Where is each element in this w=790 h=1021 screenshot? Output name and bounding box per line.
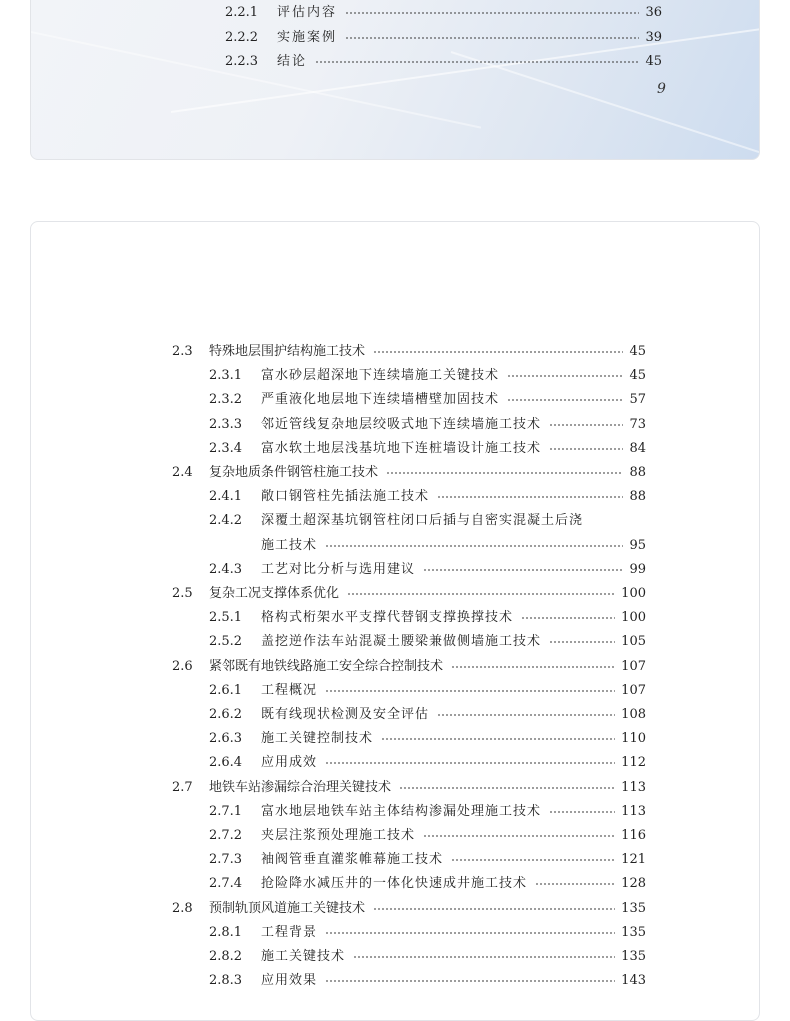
toc-entry-page: 110: [621, 731, 646, 747]
toc-entry[interactable]: [31, 800, 760, 824]
toc-page-card: [30, 221, 760, 1021]
toc-entry-number: 2.2.2: [225, 29, 259, 45]
toc-entry[interactable]: [31, 534, 760, 558]
toc-entry-title: 工艺对比分析与选用建议: [261, 561, 416, 577]
toc-entry-number: 2.3.4: [209, 440, 243, 456]
toc-entry-page: 143: [621, 973, 646, 989]
toc-leader-dots: [437, 714, 615, 716]
toc-entry-title: 应用成效: [261, 755, 318, 771]
toc-entry[interactable]: [31, 872, 760, 896]
toc-leader-dots: [347, 593, 615, 595]
toc-entry-title: 深覆土超深基坑钢管柱闭口后插与自密实混凝土后浇: [261, 513, 584, 529]
toc-entry[interactable]: [31, 606, 760, 630]
toc-entry-page: 135: [621, 900, 646, 916]
toc-entry-page: 99: [629, 561, 646, 577]
previous-page-card: [30, 0, 760, 160]
toc-entry[interactable]: [31, 824, 760, 848]
toc-leader-dots: [325, 762, 615, 764]
toc-entry-number: 2.5.2: [209, 634, 243, 650]
toc-entry-page: 84: [629, 440, 646, 456]
toc-entry-title: 应用效果: [261, 973, 318, 989]
toc-leader-dots: [353, 956, 615, 958]
toc-entry-page: 39: [645, 29, 662, 45]
toc-entry-page: 128: [621, 876, 646, 892]
toc-leader-dots: [345, 12, 639, 14]
toc-entry-title: 夹层注浆预处理施工技术: [261, 828, 416, 843]
toc-leader-dots: [521, 617, 615, 619]
toc-entry-number: 2.7.1: [209, 803, 243, 819]
toc-entry-number: 2.2.3: [225, 54, 259, 69]
toc-entry-page: 107: [621, 682, 646, 698]
toc-entry-page: 45: [645, 54, 662, 69]
toc-entry[interactable]: [31, 485, 760, 509]
toc-entry-page: 113: [621, 779, 646, 795]
toc-entry[interactable]: [31, 388, 760, 412]
toc-leader-dots: [345, 37, 639, 39]
toc-entry-page: 108: [621, 707, 646, 722]
toc-leader-dots: [549, 448, 623, 450]
toc-entry-title: 富水地层地铁车站主体结构渗漏处理施工技术: [261, 803, 542, 819]
toc-entry-number: 2.5: [172, 586, 193, 601]
toc-entry[interactable]: [31, 945, 760, 969]
toc-entry-title: 袖阀管垂直灌浆帷幕施工技术: [261, 852, 444, 868]
toc-entry[interactable]: [31, 897, 760, 921]
toc-entry-title: 复杂工况支撑体系优化: [209, 586, 340, 601]
toc-entry[interactable]: [31, 679, 760, 703]
toc-leader-dots: [423, 835, 615, 837]
toc-leader-dots: [549, 424, 623, 426]
toc-entry-page: 121: [621, 852, 646, 868]
toc-leader-dots: [507, 375, 623, 377]
toc-entry-title: 紧邻既有地铁线路施工安全综合控制技术: [209, 658, 444, 674]
toc-entry-page: 100: [621, 610, 646, 626]
toc-leader-dots: [325, 545, 623, 547]
toc-entry-number: 2.4.3: [209, 561, 243, 577]
toc-entry-number: 2.3.3: [209, 416, 243, 432]
toc-entry-number: 2.3.1: [209, 368, 243, 384]
toc-entry-page: 45: [629, 344, 646, 359]
toc-entry-number: 2.3.2: [209, 392, 243, 408]
toc-entry-number: 2.4.1: [209, 489, 243, 505]
toc-entry-title: 盖挖逆作法车站混凝土腰梁兼做侧墙施工技术: [261, 634, 542, 650]
toc-entry[interactable]: [31, 703, 760, 727]
toc-entry-page: 135: [621, 924, 646, 940]
toc-entry-number: 2.7: [172, 779, 193, 795]
toc-entry-title: 邻近管线复杂地层绞吸式地下连续墙施工技术: [261, 416, 542, 432]
toc-entry-number: 2.3: [172, 344, 193, 359]
toc-entry[interactable]: [31, 655, 760, 679]
toc-leader-dots: [325, 980, 615, 982]
toc-entry-page: 88: [629, 465, 646, 480]
toc-leader-dots: [535, 883, 615, 885]
toc-entry-page: 107: [621, 658, 646, 674]
toc-entry-number: 2.6: [172, 658, 193, 674]
toc-entry-number: 2.2.1: [225, 5, 259, 20]
toc-entry-number: 2.8.1: [209, 924, 243, 940]
toc-entry-number: 2.7.3: [209, 852, 243, 868]
toc-leader-dots: [437, 496, 623, 498]
toc-entry[interactable]: [31, 1, 760, 25]
toc-entry[interactable]: [31, 582, 760, 606]
toc-entry-title: 工程背景: [261, 924, 318, 940]
toc-entry-title: 实施案例: [277, 29, 338, 45]
toc-entry-title: 施工关键技术: [261, 949, 346, 964]
toc-entry-number: 2.5.1: [209, 610, 243, 626]
toc-entry[interactable]: [31, 558, 760, 582]
toc-leader-dots: [549, 641, 615, 643]
toc-entry-title: 特殊地层围护结构施工技术: [209, 344, 366, 359]
toc-entry-title: 富水软土地层浅基坑地下连桩墙设计施工技术: [261, 440, 542, 456]
toc-entry-title: 评估内容: [277, 5, 338, 20]
toc-entry-page: 116: [621, 828, 646, 843]
toc-entry-number: 2.8: [172, 900, 193, 916]
toc-entry-title: 施工技术: [261, 537, 318, 553]
toc-entry-page: 88: [629, 489, 646, 505]
toc-entry-page: 112: [621, 755, 646, 771]
toc-entry[interactable]: [31, 26, 760, 50]
toc-entry[interactable]: [31, 461, 760, 485]
toc-entry-page: 57: [629, 392, 646, 408]
page-number: 9: [657, 81, 666, 97]
toc-leader-dots: [451, 666, 615, 668]
toc-leader-dots: [373, 908, 615, 910]
toc-entry-page: 95: [629, 537, 646, 553]
toc-entry-page: 45: [629, 368, 646, 384]
toc-leader-dots: [423, 569, 623, 571]
toc-entry[interactable]: [31, 364, 760, 388]
toc-leader-dots: [325, 690, 615, 692]
toc-entry-title: 严重液化地层地下连续墙槽壁加固技术: [261, 392, 500, 408]
toc-entry[interactable]: [31, 509, 760, 533]
toc-entry-number: 2.7.4: [209, 876, 243, 892]
toc-entry[interactable]: [31, 776, 760, 800]
toc-entry[interactable]: [31, 848, 760, 872]
toc-entry-title: 结论: [277, 54, 308, 69]
toc-entry-title: 预制轨顶风道施工关键技术: [209, 900, 366, 916]
toc-entry-title: 富水砂层超深地下连续墙施工关键技术: [261, 368, 500, 384]
toc-entry[interactable]: [31, 727, 760, 751]
toc-entry[interactable]: [31, 921, 760, 945]
toc-entry-title: 格构式桁架水平支撑代替钢支撑换撑技术: [261, 610, 514, 626]
toc-entry-number: 2.7.2: [209, 828, 243, 843]
toc-entry-number: 2.6.1: [209, 682, 243, 698]
toc-entry[interactable]: [31, 50, 760, 74]
toc-entry-title: 复杂地质条件钢管柱施工技术: [209, 465, 379, 480]
toc-entry[interactable]: [31, 340, 760, 364]
toc-leader-dots: [373, 351, 623, 353]
toc-leader-dots: [507, 399, 623, 401]
toc-entry-title: 地铁车站渗漏综合治理关键技术: [209, 779, 392, 795]
toc-entry-number: 2.6.2: [209, 707, 243, 722]
toc-entry-number: 2.6.3: [209, 731, 243, 747]
toc-leader-dots: [386, 472, 623, 474]
toc-entry[interactable]: [31, 437, 760, 461]
toc-entry[interactable]: [31, 413, 760, 437]
toc-entry-number: 2.8.2: [209, 949, 243, 964]
toc-leader-dots: [451, 859, 615, 861]
toc-entry-page: 36: [645, 5, 662, 20]
toc-entry[interactable]: [31, 630, 760, 654]
toc-entry-number: 2.4.2: [209, 513, 243, 529]
toc-entry[interactable]: [31, 969, 760, 993]
toc-entry-title: 抢险降水减压井的一体化快速成井施工技术: [261, 876, 528, 892]
toc-entry-page: 113: [621, 803, 646, 819]
toc-entry-number: 2.6.4: [209, 755, 243, 771]
toc-entry-page: 135: [621, 949, 646, 964]
toc-entry-page: 73: [629, 416, 646, 432]
toc-entry-number: 2.8.3: [209, 973, 243, 989]
toc-leader-dots: [549, 811, 615, 813]
toc-leader-dots: [381, 738, 615, 740]
toc-entry-title: 敞口钢管柱先插法施工技术: [261, 489, 430, 505]
toc-entry-page: 100: [621, 586, 646, 601]
toc-leader-dots: [315, 61, 639, 63]
toc-entry-page: 105: [621, 634, 646, 650]
toc-entry-title: 既有线现状检测及安全评估: [261, 707, 430, 722]
toc-entry[interactable]: [31, 751, 760, 775]
toc-leader-dots: [325, 932, 615, 934]
toc-entry-title: 工程概况: [261, 682, 318, 698]
toc-entry-number: 2.4: [172, 465, 193, 480]
toc-entry-title: 施工关键控制技术: [261, 731, 374, 747]
toc-leader-dots: [399, 787, 615, 789]
